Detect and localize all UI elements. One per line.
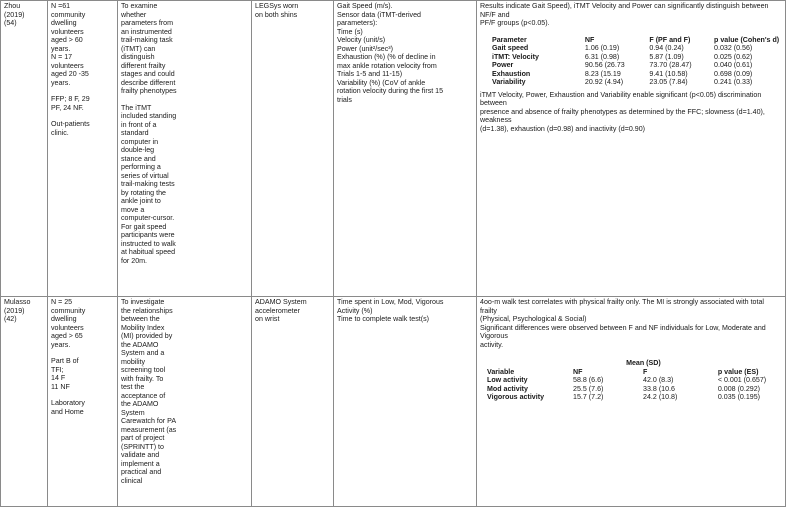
participants-sample: N =61 community dwelling volunteers aged > 60 years. N = 17 volunteers aged 20 -35 years. xyxy=(51,2,89,87)
header-parameter: Parameter xyxy=(492,35,527,44)
header-nf: NF xyxy=(573,367,583,376)
results-table xyxy=(485,359,782,402)
device-text: ADAMO System accelerometer on wrist xyxy=(255,298,307,323)
results-value: 15.7 (7.2) xyxy=(573,393,604,401)
results-parameter: Mod activity xyxy=(487,384,528,393)
results-value: 8.23 (15.19 xyxy=(584,69,621,78)
outcomes-text: Gait Speed (m/s). Sensor data (iTMT-derived parameters): Time (s) Velocity (unit/s) Power (unit²/sec³) Exhaustion (%) (% of decline in max ankle rotation velocity from Trials 1-5 and 11-15) Variability (%) (CoV of ankle rotation velocity during the first 15 trials xyxy=(337,2,444,104)
participants-sample: N = 25 community dwelling volunteers aged > 65 years. xyxy=(51,298,86,349)
results-row xyxy=(485,393,782,402)
results-intro: Results indicate Gait Speed), iTMT Velocity and Power can significantly distinguish between NF/F and PF/F groups (p<0.05). xyxy=(480,2,769,27)
outcomes-cell xyxy=(334,1,477,297)
header-variable: Variable xyxy=(487,367,515,376)
results-value: 58.8 (6.6) xyxy=(573,376,604,384)
results-value: 0.032 (0.56) xyxy=(714,44,753,52)
results-row xyxy=(490,53,782,62)
results-cell xyxy=(477,297,786,507)
device-cell xyxy=(252,1,334,297)
results-value: 0.035 (0.195) xyxy=(717,393,761,401)
study-cell xyxy=(1,1,48,297)
results-group-header-row xyxy=(485,359,782,368)
results-value: 0.008 (0.292) xyxy=(717,384,761,393)
results-value: 33.8 (10.6 xyxy=(643,384,675,393)
results-row xyxy=(490,61,782,70)
outcomes-text: Time spent in Low, Mod, Vigorous Activity (%) Time to complete walk test(s) xyxy=(337,298,444,323)
results-cell xyxy=(477,1,786,297)
header-nf: NF xyxy=(584,35,595,44)
results-value: 0.241 (0.33) xyxy=(714,78,753,86)
results-parameter: Variability xyxy=(492,78,526,86)
results-value: 25.5 (7.6) xyxy=(573,384,604,393)
results-row xyxy=(485,385,782,394)
study-label: Mulasso (2019) (42) xyxy=(4,298,31,323)
header-mean-sd: Mean (SD) xyxy=(626,359,661,367)
results-value: 24.2 (10.8) xyxy=(643,393,678,401)
method-text: The iTMT included standing in front of a standard computer in double-leg stance and performing a series of virtual trail-making tests by rotating the ankle joint to move a computer-cursor. For gait speed participants were instructed to walk at habitual speed for 20m. xyxy=(121,103,177,265)
outcomes-cell xyxy=(334,297,477,507)
results-value: 0.94 (0.24) xyxy=(649,44,684,52)
results-header-row xyxy=(490,36,782,45)
results-value: 6.31 (0.98) xyxy=(584,52,620,61)
device-text: LEGSys worn on both shins xyxy=(255,2,299,19)
participants-setting: Out-patients clinic. xyxy=(51,120,90,137)
results-parameter: Gait speed xyxy=(492,44,529,52)
results-parameter: Exhaustion xyxy=(492,69,531,78)
aims-text: To investigate the relationships between the Mobility Index (MI) provided by the ADAMO System and a mobility screening tool with frailty. To test the acceptance of the ADAMO System Carewatch for PA measurement (as part of project (SPRINTT) to validate and implement a practical and clinical xyxy=(121,298,177,485)
results-parameter: Vigorous activity xyxy=(487,393,545,401)
results-parameter: Low activity xyxy=(487,376,528,384)
results-value: 0.025 (0.62) xyxy=(714,52,753,61)
results-intro: 4oo-m walk test correlates with physical frailty only. The MI is strongly associated with total frailty (Physical, Psychological & Social) Significant differences were observed between F and NF individuals for Low, Moderate and Vigorous activity. xyxy=(480,298,766,349)
results-row xyxy=(490,44,782,53)
participants-cell xyxy=(48,1,118,297)
results-value: 5.87 (1.09) xyxy=(649,52,684,61)
results-row xyxy=(485,376,782,385)
participants-setting: Laboratory and Home xyxy=(51,399,85,416)
participants-frailty-tool: FFP; 8 F, 29 PF, 24 NF. xyxy=(51,95,90,112)
results-value: 90.56 (26.73 xyxy=(584,61,625,69)
results-value: 20.92 (4.94) xyxy=(584,78,624,86)
participants-frailty-tool: Part B of TFI; 14 F 11 NF xyxy=(51,357,79,391)
results-parameter: iTMT: Velocity xyxy=(492,52,539,61)
results-parameter: Power xyxy=(492,61,514,69)
table-row xyxy=(1,297,786,507)
results-value: 23.05 (7.84) xyxy=(649,78,688,86)
results-header-row xyxy=(485,368,782,377)
results-value: 0.698 (0.09) xyxy=(714,69,753,78)
results-value: 0.040 (0.61) xyxy=(714,61,753,69)
results-value: 1.06 (0.19) xyxy=(584,44,620,52)
results-value: 9.41 (10.58) xyxy=(649,69,688,78)
aims-cell xyxy=(118,1,252,297)
study-cell xyxy=(1,297,48,507)
device-cell xyxy=(252,297,334,507)
participants-cell xyxy=(48,297,118,507)
results-outro: iTMT Velocity, Power, Exhaustion and Variability enable significant (p<0.05) discrimination between presence and absence of frailty phenotypes as determined by the FFC; slowness (d=1.40), weakness (d=1.38), exhaustion (d=0.98) and inactivity (d=0.90) xyxy=(480,90,765,133)
header-f: F (PF and F) xyxy=(649,35,691,44)
header-p-value: p value (ES) xyxy=(717,367,759,376)
aims-cell xyxy=(118,297,252,507)
results-value: 42.0 (8.3) xyxy=(643,376,674,384)
aims-text: To examine whether parameters from an instrumented trail-making task (iTMT) can distinguish different frailty stages and could describe different frailty phenotypes xyxy=(121,2,177,95)
results-value: < 0.001 (0.657) xyxy=(717,376,767,384)
study-label: Zhou (2019) (54) xyxy=(4,2,25,27)
header-p-value: p value (Cohen's d) xyxy=(714,35,780,44)
header-f: F xyxy=(643,367,648,376)
results-table xyxy=(490,36,782,87)
table-row xyxy=(1,1,786,297)
results-row xyxy=(490,78,782,87)
results-row xyxy=(490,70,782,79)
results-value: 73.70 (28.47) xyxy=(649,61,692,69)
